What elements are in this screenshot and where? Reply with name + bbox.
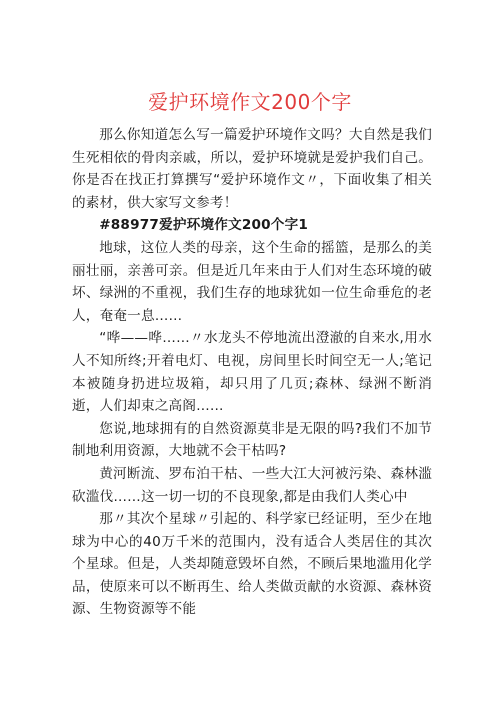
section-heading: #88977爱护环境作文200个字1 [99,217,309,234]
body-paragraph: 黄河断流、罗布泊干枯、一些大江大河被污染、森林滥砍滥伐……这一切一切的不良现象,都是由我们人类心中 [72,465,432,505]
document-body [72,124,432,621]
body-paragraph: “哗——哗……〃水龙头不停地流出澄澈的自来水,用水人不知所终;开着电灯、电视，房间里长时间空无一人;笔记本被随身扔进垃圾箱，却只用了几页;森林、绿洲不断消逝，人们却束之高阁…… [72,330,432,415]
document-title: 爱护环境作文200个字 [148,90,352,114]
body-paragraph: 那〃其次个星球〃引起的、科学家已经证明，至少在地球为中心的40万千米的范围内，没有适合人类居住的其次个星球。但是，人类却随意毁坏自然，不顾后果地滥用化学品，使原来可以不断再生、给人类做贡献的水资源、森林资源、生物资源等不能 [72,511,432,618]
body-paragraph: 地球，这位人类的母亲，这个生命的摇篮，是那么的美丽壮丽，亲善可亲。但是近几年来由于人们对生态环境的破坏、绿洲的不重视，我们生存的地球犹如一位生命垂危的老人，奄奄一息…… [72,239,432,324]
intro-paragraph: 那么你知道怎么写一篇爱护环境作文吗？大自然是我们生死相依的骨肉亲戚，所以，爱护环境就是爱护我们自己。你是否在找正打算撰写“爱护环境作文〃，下面收集了相关的素材，供大家写文参考！ [72,127,432,211]
body-paragraph: 您说,地球拥有的自然资源莫非是无限的吗?我们不加节制地利用资源，大地就不会干枯吗? [72,420,432,460]
